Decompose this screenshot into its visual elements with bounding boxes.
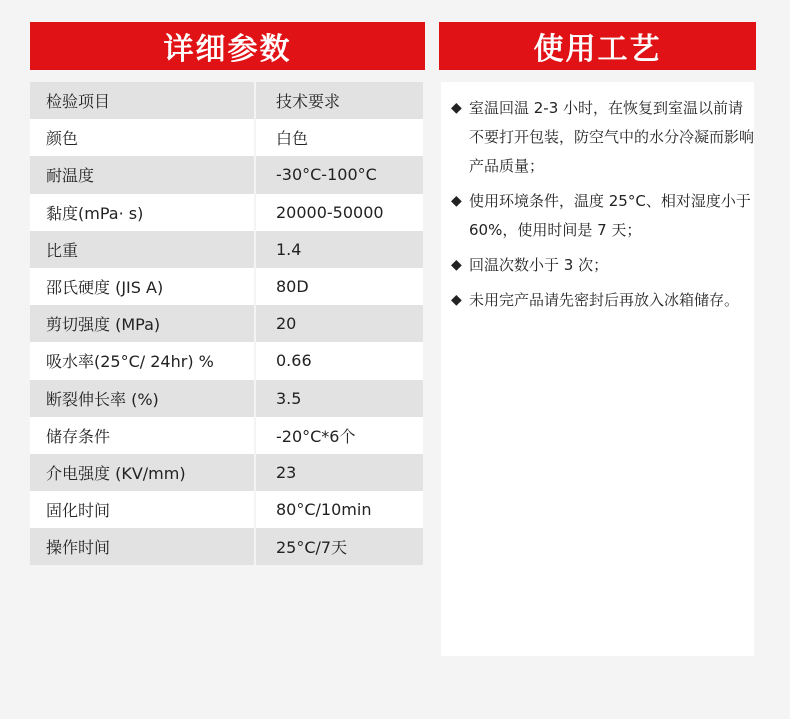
column-header-requirement: 技术要求 <box>276 92 341 112</box>
table-row <box>30 119 423 156</box>
row-requirement-cell: 80°C/10min <box>276 500 372 520</box>
row-requirement-cell: 白色 <box>276 129 309 149</box>
params-table <box>30 82 423 565</box>
row-requirement-cell: -30°C-100°C <box>276 165 377 185</box>
row-requirement-cell: 23 <box>276 462 297 482</box>
usage-list <box>441 82 754 315</box>
params-section-title: 详细参数 <box>30 22 425 70</box>
row-requirement-cell: 3.5 <box>276 388 302 408</box>
table-row <box>30 528 423 565</box>
row-requirement-cell: -20°C*6个 <box>276 426 356 446</box>
table-row <box>30 268 423 305</box>
row-requirement-cell: 25°C/7天 <box>276 538 348 558</box>
row-item-cell: 颜色 <box>30 119 256 156</box>
row-requirement-cell: 80D <box>276 277 309 297</box>
row-requirement-cell: 0.66 <box>276 351 312 371</box>
table-row <box>30 380 423 417</box>
row-item-cell: 介电强度 (KV/mm) <box>30 454 256 491</box>
usage-section-title: 使用工艺 <box>439 22 756 70</box>
list-item <box>451 187 754 245</box>
row-item-cell: 剪切强度 (MPa) <box>30 305 256 342</box>
row-item-cell: 比重 <box>30 231 256 268</box>
usage-text: 室温回温 2-3 小时，在恢复到室温以前请不要打开包装，防空气中的水分冷凝而影响产品质量； <box>469 99 755 175</box>
diamond-bullet-icon: ◆ <box>451 292 462 308</box>
row-item-cell: 操作时间 <box>30 528 256 565</box>
table-header-row <box>30 82 423 119</box>
list-item <box>451 94 754 181</box>
row-item-cell: 固化时间 <box>30 491 256 528</box>
row-item-cell: 储存条件 <box>30 417 256 454</box>
table-row <box>30 231 423 268</box>
table-row <box>30 417 423 454</box>
table-row <box>30 342 423 379</box>
row-item-cell: 黏度(mPa· s) <box>30 194 256 231</box>
row-item-cell: 耐温度 <box>30 156 256 193</box>
usage-text: 回温次数小于 3 次； <box>469 256 609 274</box>
row-item-cell: 吸水率(25°C/ 24hr) % <box>30 342 256 379</box>
row-requirement-cell: 1.4 <box>276 239 302 259</box>
diamond-bullet-icon: ◆ <box>451 100 462 116</box>
table-row <box>30 194 423 231</box>
row-requirement-cell: 20 <box>276 314 297 334</box>
diamond-bullet-icon: ◆ <box>451 257 462 273</box>
list-item <box>451 251 754 280</box>
column-header-item: 检验项目 <box>30 82 256 119</box>
table-row <box>30 454 423 491</box>
row-item-cell: 邵氏硬度 (JIS A) <box>30 268 256 305</box>
usage-text: 使用环境条件，温度 25°C、相对湿度小于 60%，使用时间是 7 天； <box>469 192 751 239</box>
row-requirement-cell: 20000-50000 <box>276 202 384 222</box>
diamond-bullet-icon: ◆ <box>451 193 462 209</box>
row-item-cell: 断裂伸长率 (%) <box>30 380 256 417</box>
table-row <box>30 305 423 342</box>
table-row <box>30 491 423 528</box>
table-row <box>30 156 423 193</box>
usage-text: 未用完产品请先密封后再放入冰箱储存。 <box>469 291 740 309</box>
usage-panel <box>441 82 754 656</box>
list-item <box>451 286 754 315</box>
